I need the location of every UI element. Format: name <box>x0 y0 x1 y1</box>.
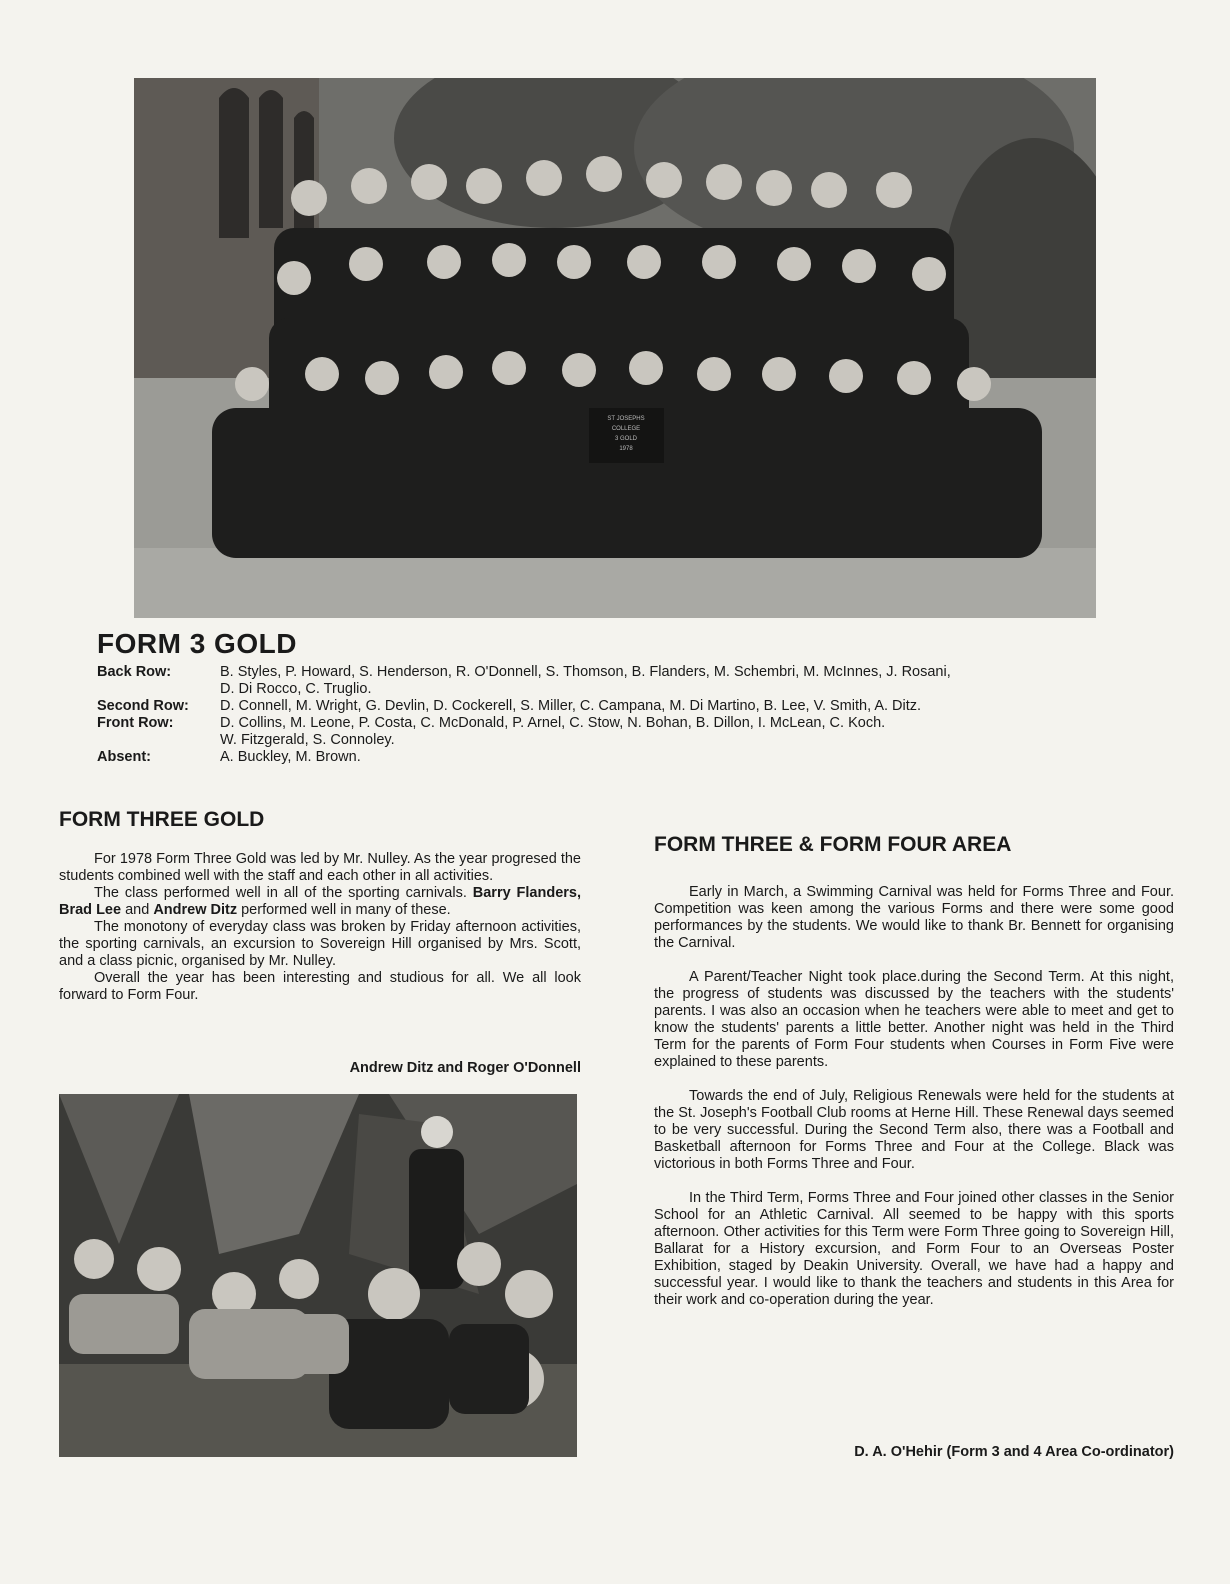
camp-photo <box>59 1094 577 1457</box>
caption-names: D. Connell, M. Wright, G. Devlin, D. Cockerell, S. Miller, C. Campana, M. Di Martino, B. Lee, V. Smith, A. Ditz. <box>220 698 922 714</box>
caption-names: A. Buckley, M. Brown. <box>220 749 361 765</box>
right-article-body <box>654 884 1174 1309</box>
caption-label: Absent: <box>97 749 151 765</box>
photo-caption-rows <box>97 664 1177 766</box>
caption-row-absent <box>97 749 1177 766</box>
class-group-photo <box>134 78 1096 618</box>
right-paragraph-3: Towards the end of July, Religious Renewals were held for the students at the St. Joseph's Football Club rooms at Herne Hill. These Renewal days seemed to be very successful. During the Second Term also, there was a Football and Basketball afternoon for Forms Three and Four at the College. Black was victorious in both Forms Three and Four. <box>654 1088 1174 1172</box>
bold-names-1: Barry Flanders, Brad Lee <box>59 885 581 918</box>
right-paragraph-4: In the Third Term, Forms Three and Four joined other classes in the Senior School for an Athletic Carnival. All seemed to be happy with this sports afternoon. Other activities for this Term were Form Three going to Sovereign Hill, Ballarat for a History excursion, and Form Four to an Overseas Poster Exhibition, staged by Deakin University. Overall, we have had a happy and successful year. I would like to thank the teachers and students in this Area for their work and co-operation during the year. <box>654 1190 1174 1308</box>
sign-line-2: COLLEGE <box>611 426 641 432</box>
caption-row-back <box>97 664 1177 698</box>
right-article-heading: FORM THREE & FORM FOUR AREA <box>654 833 1012 856</box>
bold-names-2: Andrew Ditz <box>153 902 238 918</box>
photo-caption-title: FORM 3 GOLD <box>97 628 297 659</box>
sign-line-1: ST JOSEPHS <box>607 416 645 422</box>
sign-line-4: 1978 <box>619 446 633 452</box>
left-article-body <box>59 851 581 1004</box>
right-paragraph-1: Early in March, a Swimming Carnival was held for Forms Three and Four. Competition was keen among the various Forms and there were some good performances by the students. We would like to thank Br. Bennett for organising the Carnival. <box>654 884 1174 951</box>
left-paragraph-2: The class performed well in all of the sporting carnivals. Barry Flanders, Brad Lee and Andrew Ditz performed well in many of these. <box>59 885 581 918</box>
caption-names: B. Styles, P. Howard, S. Henderson, R. O'Donnell, S. Thomson, B. Flanders, M. Schembri, M. McInnes, J. Rosani, <box>220 664 951 680</box>
left-paragraph-3: The monotony of everyday class was broken by Friday afternoon activities, the sporting carnivals, an excursion to Sovereign Hill organised by Mrs. Scott, and a class picnic, organised by Mr. Nulley. <box>59 919 581 969</box>
caption-row-front <box>97 715 1177 749</box>
right-paragraph-2: A Parent/Teacher Night took place.during the Second Term. At this night, the progress of students was discussed by the teachers with the students' parents. I was also an occasion when he teachers were able to meet and get to know the students' parents a little better. Another night was held in the Third Term for the parents of Form Four students when Courses in Form Five were explained to these parents. <box>654 969 1174 1070</box>
caption-names-cont: D. Di Rocco, C. Truglio. <box>220 681 372 697</box>
caption-label: Second Row: <box>97 698 189 714</box>
caption-row-second <box>97 698 1177 715</box>
left-article-heading: FORM THREE GOLD <box>59 808 265 831</box>
caption-names: D. Collins, M. Leone, P. Costa, C. McDonald, P. Arnel, C. Stow, N. Bohan, B. Dillon, I. McLean, C. Koch. <box>220 715 886 731</box>
left-paragraph-4: Overall the year has been interesting and studious for all. We all look forward to Form Four. <box>59 970 581 1003</box>
sign-line-3: 3 GOLD <box>614 436 638 442</box>
left-article-signature: Andrew Ditz and Roger O'Donnell <box>349 1060 581 1076</box>
left-paragraph-1: For 1978 Form Three Gold was led by Mr. Nulley. As the year progresed the students combined well with the staff and each other in all activities. <box>59 851 581 884</box>
class-photo-image <box>134 78 1096 618</box>
right-article-signature: D. A. O'Hehir (Form 3 and 4 Area Co-ordinator) <box>854 1444 1174 1460</box>
camp-photo-image <box>59 1094 577 1457</box>
caption-names-cont: W. Fitzgerald, S. Connoley. <box>220 732 395 748</box>
caption-label: Back Row: <box>97 664 172 680</box>
caption-label: Front Row: <box>97 715 174 731</box>
